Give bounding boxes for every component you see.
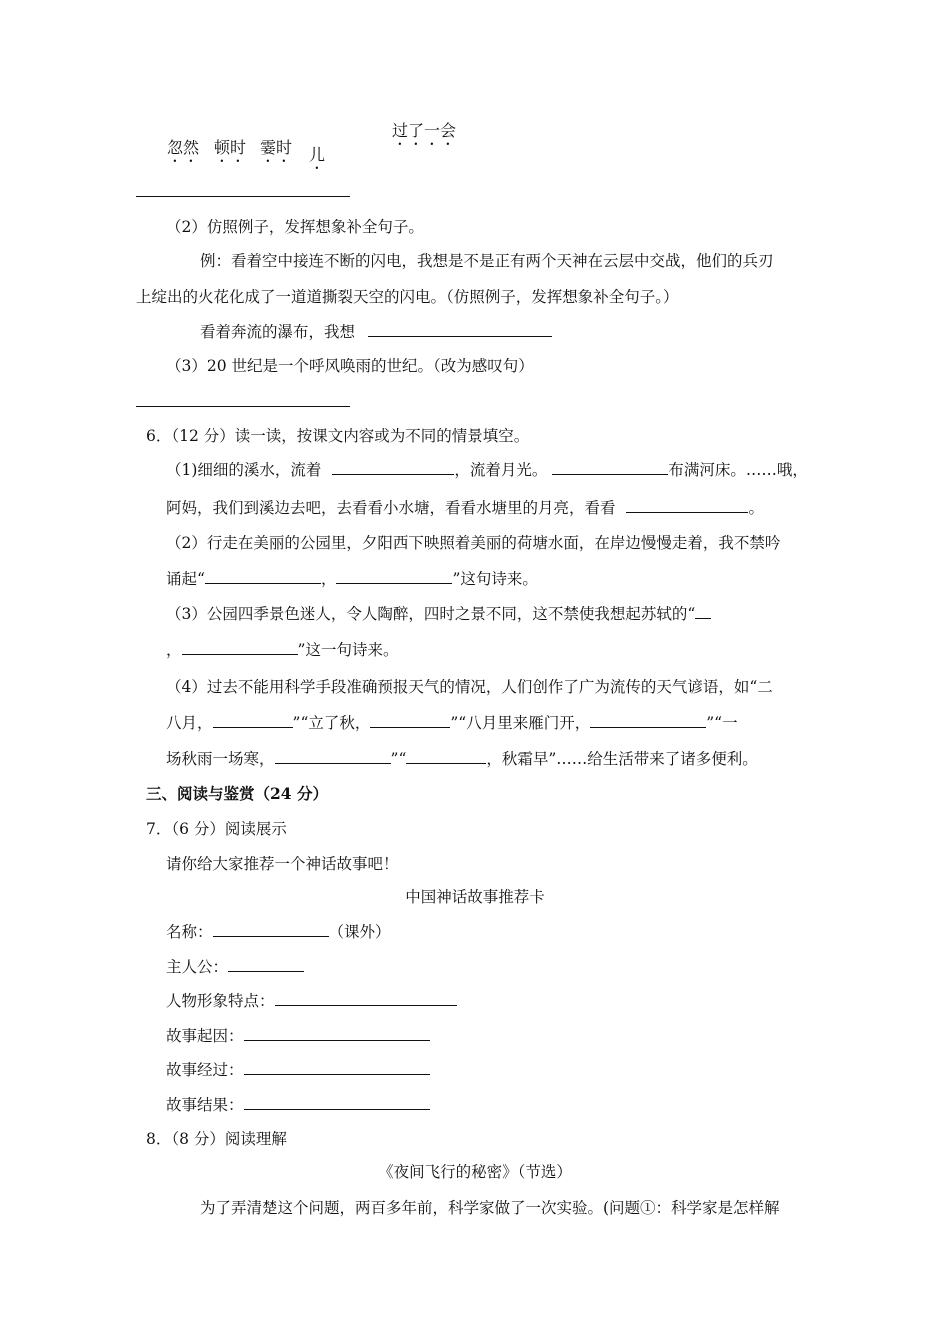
answer-blank[interactable] <box>244 1060 430 1075</box>
q6-p4-text: ”“八月里来雁门开， <box>450 714 591 732</box>
answer-blank[interactable] <box>205 569 321 584</box>
q5-2-example-line1: 例：看着空中接连不断的闪电，我想是不是正有两个天神在云层中交战，他们的兵刃 <box>200 252 774 270</box>
answer-line[interactable] <box>136 406 350 407</box>
q6-p4-text: 八月， <box>166 714 213 732</box>
q6-p3-text: （3）公园四季景色迷人，令人陶醉，四时之景不同，这不禁使我想起苏轼的“ <box>166 605 696 623</box>
word-option-2: 顿时 <box>214 138 247 157</box>
q7-traits-label: 人物形象特点： <box>166 992 275 1010</box>
q7-name-row <box>166 922 391 942</box>
q7-result-label: 故事结果： <box>166 1096 244 1114</box>
q7-card-title: 中国神话故事推荐卡 <box>405 888 545 906</box>
q7-cause-label: 故事起因： <box>166 1027 244 1045</box>
q6-p3-text: ”这一句诗来。 <box>297 641 399 659</box>
answer-blank[interactable] <box>182 640 298 655</box>
word-option-5: 过了一会 <box>392 121 457 140</box>
q6-p4-line1: （4）过去不能用科学手段准确预报天气的情况，人们创作了广为流传的天气谚语，如“二 <box>166 678 773 696</box>
q6-p3-line2 <box>166 640 398 660</box>
q7-process-row <box>166 1060 430 1080</box>
q6-p2-line1: （2）行走在美丽的公园里，夕阳西下映照着美丽的荷塘水面，在岸边慢慢走着，我不禁吟 <box>166 534 781 552</box>
q5-2-fill <box>200 322 552 342</box>
q6-p1-text: （1)细细的溪水，流着 <box>166 461 322 479</box>
answer-blank[interactable] <box>275 749 391 764</box>
q6-p1-line1 <box>166 460 808 480</box>
word-option-3: 霎时 <box>260 138 293 157</box>
q6-p4-text: ”“ <box>390 750 407 768</box>
q6-p1-text: 阿妈，我们到溪边去吧，去看看小水塘，看看水塘里的月亮，看看 <box>166 499 616 517</box>
q6-p4-text: ”“一 <box>706 714 738 732</box>
answer-blank[interactable] <box>244 1026 430 1041</box>
q7-traits-row <box>166 991 457 1011</box>
answer-blank[interactable] <box>626 498 748 513</box>
word-option-4: 儿 <box>309 145 326 164</box>
q5-2-example-line2: 上绽出的火花化成了一道道撕裂天空的闪电。（仿照例子，发挥想象补全句子。） <box>136 288 679 306</box>
q8-passage-title: 《夜间飞行的秘密》（节选） <box>378 1163 572 1181</box>
answer-blank[interactable] <box>590 713 706 728</box>
q6-p2-line2 <box>166 569 538 589</box>
q7-name-label: 名称： <box>166 923 213 941</box>
q7-intro: 请你给大家推荐一个神话故事吧！ <box>166 855 399 873</box>
q5-3-prompt: （3）20 世纪是一个呼风唤雨的世纪。（改为感叹句） <box>166 357 534 375</box>
q6-p1-text: ，流着月光。 <box>454 461 548 479</box>
q6-p4-text: 场秋雨一场寒， <box>166 750 275 768</box>
q8-title: 8．（8 分）阅读理解 <box>146 1130 287 1148</box>
q6-p3-line1 <box>166 604 711 624</box>
q6-p2-text: ”这句诗来。 <box>452 570 538 588</box>
q7-name-suffix: （课外） <box>328 923 391 941</box>
section-3-title: 三、阅读与鉴赏（24 分） <box>146 784 328 803</box>
answer-blank[interactable] <box>368 322 552 337</box>
answer-blank[interactable] <box>370 713 450 728</box>
q6-p2-text: 诵起“ <box>166 570 205 588</box>
word-option-1: 忽然 <box>167 138 200 157</box>
q7-title: 7．（6 分）阅读展示 <box>146 820 287 838</box>
answer-blank[interactable] <box>406 749 486 764</box>
q7-cause-row <box>166 1026 430 1046</box>
q7-hero-label: 主人公： <box>166 958 229 976</box>
q6-p4-line3 <box>166 749 758 769</box>
answer-blank[interactable] <box>228 957 304 972</box>
q6-p1-text: 布满河床。……哦， <box>668 461 808 479</box>
answer-blank[interactable] <box>213 713 293 728</box>
q6-p4-text: ，秋霜早”……给生活带来了诸多便利。 <box>486 750 758 768</box>
answer-blank[interactable] <box>552 460 668 475</box>
q5-2-fill-text: 看着奔流的瀑布，我想 <box>200 323 356 341</box>
q8-passage-line1: 为了弄清楚这个问题，两百多年前，科学家做了一次实验。(问题①：科学家是怎样解 <box>200 1199 780 1217</box>
q6-p1-text: 。 <box>748 499 764 517</box>
answer-blank[interactable] <box>275 991 457 1006</box>
q5-2-prompt: （2）仿照例子，发挥想象补全句子。 <box>166 218 424 236</box>
q6-p4-line2 <box>166 713 738 733</box>
q6-p3-text: ， <box>166 641 182 659</box>
answer-blank[interactable] <box>695 604 711 619</box>
q7-process-label: 故事经过： <box>166 1061 244 1079</box>
answer-line[interactable] <box>136 196 350 197</box>
q7-hero-row <box>166 957 304 977</box>
answer-blank[interactable] <box>244 1095 430 1110</box>
q6-title: 6．（12 分）读一读，按课文内容或为不同的情景填空。 <box>146 427 530 445</box>
q6-p4-text: ”“立了秋， <box>292 714 371 732</box>
q7-result-row <box>166 1095 430 1115</box>
answer-blank[interactable] <box>332 460 454 475</box>
q6-p1-line2 <box>166 498 764 518</box>
answer-blank[interactable] <box>336 569 452 584</box>
answer-blank[interactable] <box>213 922 329 937</box>
q6-p2-text: ， <box>320 570 337 588</box>
